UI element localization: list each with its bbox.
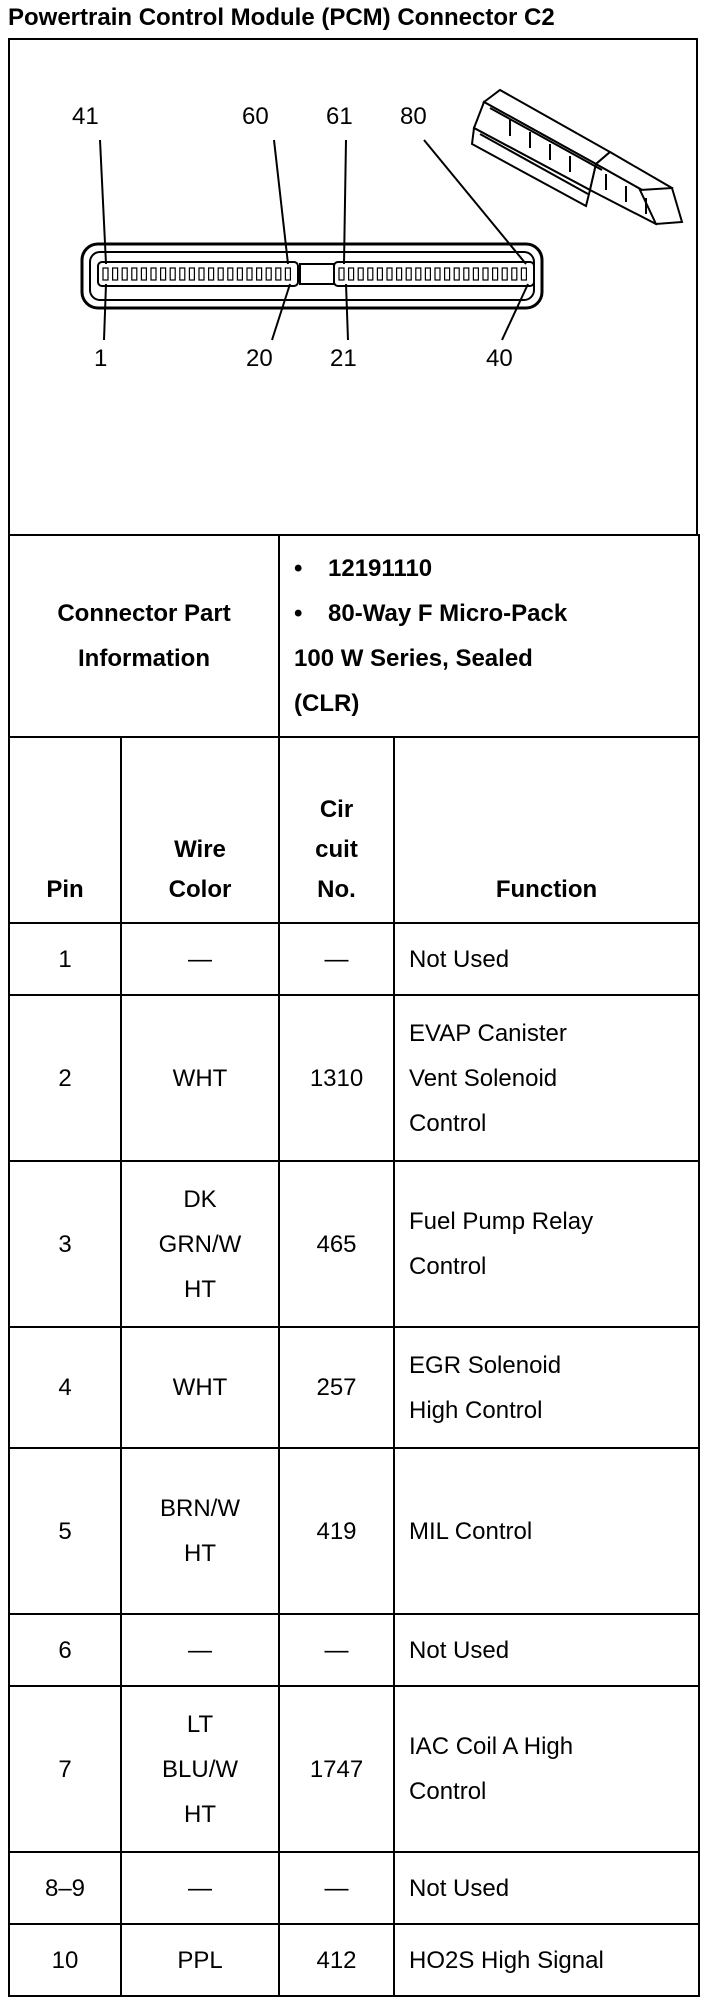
pin-label-61: 61 xyxy=(326,103,353,130)
pin-terminal xyxy=(521,268,526,280)
header-wire-color xyxy=(121,737,279,923)
part-series: 100 W Series, Sealed xyxy=(294,645,533,672)
circuit-number-cell: — xyxy=(279,923,394,995)
table-row xyxy=(9,1852,699,1924)
table-row xyxy=(9,1924,699,1996)
connector-illustration xyxy=(10,40,696,534)
function-line: HO2S High Signal xyxy=(409,1946,604,1974)
function-line: Not Used xyxy=(409,1874,510,1902)
pin-cell: 2 xyxy=(9,995,121,1161)
pin-cell: 10 xyxy=(9,1924,121,1996)
pin-terminal xyxy=(209,268,214,280)
wire-color-line: LT xyxy=(186,1710,214,1738)
wire-color-line: HT xyxy=(184,1275,216,1303)
wire-color-line: — xyxy=(188,1636,212,1664)
pin-terminal xyxy=(141,268,146,280)
function-line: Vent Solenoid xyxy=(409,1064,558,1092)
pin-terminal xyxy=(512,268,517,280)
function-line: Not Used xyxy=(409,945,510,973)
table-row xyxy=(9,1161,699,1327)
pin-terminal xyxy=(406,268,411,280)
function-cell xyxy=(394,1448,699,1614)
function-line: Fuel Pump Relay xyxy=(409,1208,594,1235)
wire-color-cell xyxy=(121,1924,279,1996)
circuit-number-cell: — xyxy=(279,1852,394,1924)
pin-terminal xyxy=(493,268,498,280)
pin-terminal xyxy=(416,268,421,280)
function-line: High Control xyxy=(409,1396,543,1424)
table-row xyxy=(9,923,699,995)
function-line: Not Used xyxy=(409,1636,510,1664)
function-cell xyxy=(394,1686,699,1852)
header-circuit-line2: cuit xyxy=(315,836,358,863)
pin-terminal xyxy=(349,268,354,280)
header-circuit-line1: Cir xyxy=(319,796,354,823)
connector-diagram xyxy=(8,38,698,534)
pin-terminal xyxy=(132,268,137,280)
pin-terminal xyxy=(285,268,290,280)
pin-terminal xyxy=(464,268,469,280)
connector-perspective-thumbnail xyxy=(472,90,682,224)
wire-color-line: PPL xyxy=(177,1946,223,1974)
table-row xyxy=(9,1327,699,1448)
pin-terminal xyxy=(151,268,156,280)
wire-color-cell xyxy=(121,1327,279,1448)
header-pin: Pin xyxy=(9,737,121,923)
wire-color-cell xyxy=(121,1852,279,1924)
pin-cell: 1 xyxy=(9,923,121,995)
function-cell xyxy=(394,995,699,1161)
pin-rows xyxy=(9,923,699,1996)
wire-color-cell xyxy=(121,923,279,995)
wire-color-cell xyxy=(121,1448,279,1614)
pin-terminal xyxy=(113,268,118,280)
function-line: MIL Control xyxy=(409,1517,533,1545)
pin-terminal xyxy=(237,268,242,280)
wire-color-line: BRN/W xyxy=(160,1495,240,1522)
pin-terminal xyxy=(218,268,223,280)
wire-color-cell xyxy=(121,1686,279,1852)
wire-color-line: DK xyxy=(183,1185,217,1213)
header-wire-color-line1: Wire xyxy=(174,836,226,863)
part-number: 12191110 xyxy=(328,555,433,582)
wire-color-cell xyxy=(121,1614,279,1686)
pin-terminal xyxy=(387,268,392,280)
pin-cell: 5 xyxy=(9,1448,121,1614)
function-line: EGR Solenoid xyxy=(409,1351,562,1379)
pin-label-21: 21 xyxy=(330,345,357,372)
circuit-number-cell: — xyxy=(279,1614,394,1686)
header-function: Function xyxy=(394,737,699,923)
pin-cell: 6 xyxy=(9,1614,121,1686)
header-circuit-line3: No. xyxy=(317,876,356,903)
function-cell xyxy=(394,1614,699,1686)
pin-terminal xyxy=(483,268,488,280)
pin-terminal xyxy=(170,268,175,280)
function-line: EVAP Canister xyxy=(409,1019,567,1047)
page-title: Powertrain Control Module (PCM) Connector C2 xyxy=(8,4,555,31)
connector-key xyxy=(300,264,334,284)
wire-color-cell xyxy=(121,1161,279,1327)
function-cell xyxy=(394,1327,699,1448)
pin-terminal xyxy=(339,268,344,280)
pin-terminal xyxy=(228,268,233,280)
wire-color-line: GRN/W xyxy=(158,1230,242,1258)
part-color-code: (CLR) xyxy=(294,690,360,717)
circuit-number-cell: 419 xyxy=(279,1448,394,1614)
pin-terminal xyxy=(435,268,440,280)
part-info-label-line2: Information xyxy=(78,645,210,672)
pin-terminal xyxy=(180,268,185,280)
pin-terminal xyxy=(199,268,204,280)
pin-cell: 8–9 xyxy=(9,1852,121,1924)
pin-label-60: 60 xyxy=(242,103,269,130)
pin-label-1: 1 xyxy=(94,345,108,372)
wire-color-line: — xyxy=(188,945,212,973)
part-info-bullet-1: • 12191110 xyxy=(294,555,433,582)
function-line: Control xyxy=(409,1253,487,1280)
table-row xyxy=(9,995,699,1161)
pin-cell: 4 xyxy=(9,1327,121,1448)
pin-terminal xyxy=(368,268,373,280)
part-info-label-line1: Connector Part xyxy=(57,600,231,627)
wire-color-line: HT xyxy=(184,1800,216,1828)
wire-color-line: HT xyxy=(184,1540,216,1567)
pin-label-40: 40 xyxy=(486,345,513,372)
function-cell xyxy=(394,1924,699,1996)
wire-color-cell xyxy=(121,995,279,1161)
function-cell xyxy=(394,923,699,995)
table-header-row xyxy=(9,737,699,923)
pin-label-80: 80 xyxy=(400,103,427,130)
pin-terminal xyxy=(425,268,430,280)
pin-terminal xyxy=(454,268,459,280)
circuit-number-cell: 257 xyxy=(279,1327,394,1448)
pin-terminal xyxy=(276,268,281,280)
pin-terminal xyxy=(103,268,108,280)
function-cell xyxy=(394,1161,699,1327)
pin-cell: 7 xyxy=(9,1686,121,1852)
function-cell xyxy=(394,1852,699,1924)
header-wire-color-line2: Color xyxy=(168,876,232,903)
part-info-row xyxy=(9,535,699,737)
pin-terminal xyxy=(358,268,363,280)
function-line: IAC Coil A High xyxy=(409,1733,574,1760)
table-row xyxy=(9,1686,699,1852)
pin-terminal xyxy=(247,268,252,280)
pin-terminal xyxy=(189,268,194,280)
part-info-value xyxy=(279,535,699,737)
pin-terminal xyxy=(257,268,262,280)
connector-frame xyxy=(8,38,702,2010)
table-row xyxy=(9,1448,699,1614)
circuit-number-cell: 465 xyxy=(279,1161,394,1327)
wire-color-line: — xyxy=(188,1874,212,1902)
pin-terminal xyxy=(473,268,478,280)
pin-cell: 3 xyxy=(9,1161,121,1327)
part-description: 80-Way F Micro-Pack xyxy=(328,600,568,627)
pin-terminal xyxy=(445,268,450,280)
pin-terminal xyxy=(122,268,127,280)
pin-terminal xyxy=(502,268,507,280)
pin-label-20: 20 xyxy=(246,345,273,372)
pin-terminal xyxy=(266,268,271,280)
circuit-number-cell: 1747 xyxy=(279,1686,394,1852)
wire-color-line: BLU/W xyxy=(162,1755,239,1783)
circuit-number-cell: 1310 xyxy=(279,995,394,1161)
pin-label-41: 41 xyxy=(72,103,99,130)
wire-color-line: WHT xyxy=(172,1064,228,1092)
part-info-label xyxy=(9,535,279,737)
circuit-number-cell: 412 xyxy=(279,1924,394,1996)
function-line: Control xyxy=(409,1109,487,1137)
pinout-table xyxy=(8,534,700,1997)
pin-terminal xyxy=(161,268,166,280)
part-info-bullet-2: • 80-Way F Micro-Pack xyxy=(294,600,568,627)
pin-terminal xyxy=(397,268,402,280)
table-row xyxy=(9,1614,699,1686)
header-circuit-no xyxy=(279,737,394,923)
function-line: Control xyxy=(409,1778,487,1805)
pin-terminal xyxy=(377,268,382,280)
wire-color-line: WHT xyxy=(172,1374,228,1401)
